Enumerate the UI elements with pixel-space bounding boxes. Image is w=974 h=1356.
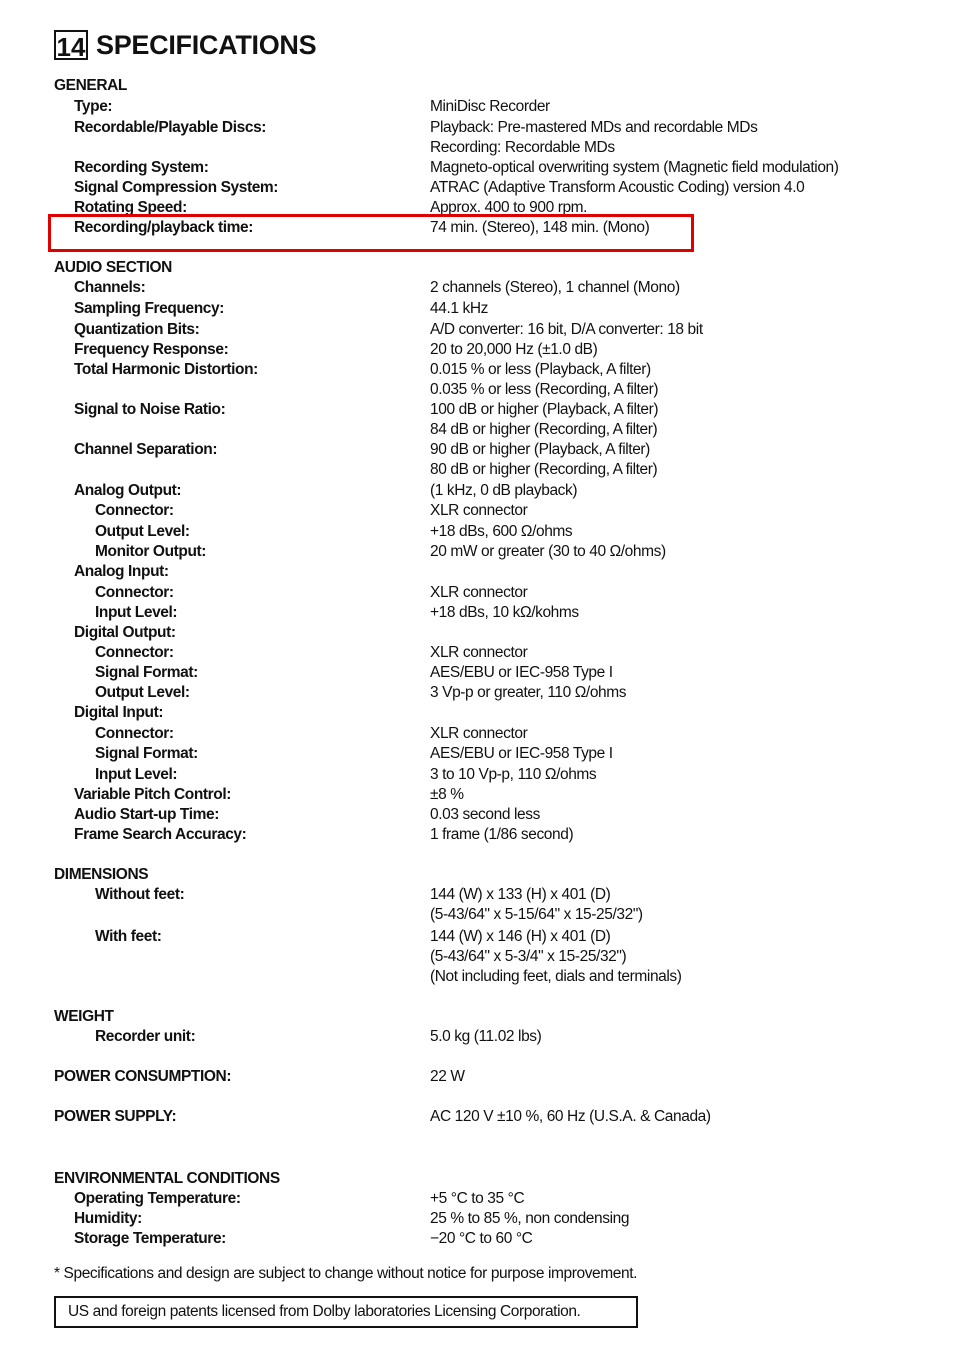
spec-value: Recording: Recordable MDs xyxy=(430,139,615,156)
spec-value: 25 % to 85 %, non condensing xyxy=(430,1210,630,1227)
section-heading: ENVIRONMENTAL CONDITIONS xyxy=(54,1170,280,1187)
spec-value: 1 frame (1/86 second) xyxy=(430,826,574,843)
spec-label: Input Level: xyxy=(95,604,178,621)
section-heading: DIMENSIONS xyxy=(54,866,149,883)
spec-label: Signal to Noise Ratio: xyxy=(74,401,226,418)
spec-value: AES/EBU or IEC-958 Type I xyxy=(430,664,613,681)
spec-value: 90 dB or higher (Playback, A filter) xyxy=(430,441,650,458)
footnote: * Specifications and design are subject to change without notice for purpose improvement. xyxy=(54,1265,638,1282)
spec-value: 22 W xyxy=(430,1068,465,1085)
spec-value: XLR connector xyxy=(430,644,528,661)
spec-value: A/D converter: 16 bit, D/A converter: 18 bit xyxy=(430,321,703,338)
spec-label: Operating Temperature: xyxy=(74,1190,241,1207)
spec-value: 74 min. (Stereo), 148 min. (Mono) xyxy=(430,219,650,236)
spec-value: 2 channels (Stereo), 1 channel (Mono) xyxy=(430,279,680,296)
page-header xyxy=(54,28,316,62)
spec-label: POWER SUPPLY: xyxy=(54,1108,177,1125)
spec-value: ATRAC (Adaptive Transform Acoustic Coding) version 4.0 xyxy=(430,179,805,196)
spec-value: −20 °C to 60 °C xyxy=(430,1230,533,1247)
spec-label: Without feet: xyxy=(95,886,185,903)
spec-value: 0.035 % or less (Recording, A filter) xyxy=(430,381,659,398)
spec-value: (1 kHz, 0 dB playback) xyxy=(430,482,578,499)
spec-value: 80 dB or higher (Recording, A filter) xyxy=(430,461,658,478)
spec-value: 0.015 % or less (Playback, A filter) xyxy=(430,361,651,378)
spec-label: Total Harmonic Distortion: xyxy=(74,361,258,378)
spec-label: Audio Start-up Time: xyxy=(74,806,219,823)
spec-label: Frame Search Accuracy: xyxy=(74,826,247,843)
spec-value: XLR connector xyxy=(430,502,528,519)
spec-value: 100 dB or higher (Playback, A filter) xyxy=(430,401,659,418)
spec-label: Channels: xyxy=(74,279,146,296)
spec-value: +18 dBs, 600 Ω/ohms xyxy=(430,523,573,540)
page-title: SPECIFICATIONS xyxy=(96,29,317,60)
section-heading: GENERAL xyxy=(54,77,127,94)
patent-notice: US and foreign patents licensed from Dolby laboratories Licensing Corporation. xyxy=(54,1296,638,1328)
spec-label: Rotating Speed: xyxy=(74,199,187,216)
spec-value: XLR connector xyxy=(430,725,528,742)
spec-value: MiniDisc Recorder xyxy=(430,98,550,115)
section-number: 14 xyxy=(54,30,88,60)
spec-label: With feet: xyxy=(95,928,162,945)
spec-value: 144 (W) x 146 (H) x 401 (D) xyxy=(430,928,611,945)
spec-label: Signal Format: xyxy=(95,745,198,762)
spec-label: Recorder unit: xyxy=(95,1028,196,1045)
spec-label: Output Level: xyxy=(95,684,190,701)
spec-value: Playback: Pre-mastered MDs and recordable MDs xyxy=(430,119,758,136)
spec-value: 20 to 20,000 Hz (±1.0 dB) xyxy=(430,341,598,358)
section-heading: WEIGHT xyxy=(54,1008,114,1025)
spec-value: ±8 % xyxy=(430,786,464,803)
spec-value: XLR connector xyxy=(430,584,528,601)
spec-label: Variable Pitch Control: xyxy=(74,786,232,803)
spec-label: Frequency Response: xyxy=(74,341,229,358)
spec-label: Signal Format: xyxy=(95,664,198,681)
spec-value: 84 dB or higher (Recording, A filter) xyxy=(430,421,658,438)
spec-value: 0.03 second less xyxy=(430,806,540,823)
spec-value: 44.1 kHz xyxy=(430,300,488,317)
spec-value: AC 120 V ±10 %, 60 Hz (U.S.A. & Canada) xyxy=(430,1108,711,1125)
spec-value: Approx. 400 to 900 rpm. xyxy=(430,199,588,216)
spec-value: 5.0 kg (11.02 lbs) xyxy=(430,1028,542,1045)
spec-label: Recording/playback time: xyxy=(74,219,254,236)
spec-value: AES/EBU or IEC-958 Type I xyxy=(430,745,613,762)
spec-label: Signal Compression System: xyxy=(74,179,279,196)
spec-label: Type: xyxy=(74,98,113,115)
spec-label: Digital Output: xyxy=(74,624,176,641)
spec-label: Storage Temperature: xyxy=(74,1230,226,1247)
spec-label: Quantization Bits: xyxy=(74,321,200,338)
spec-value: 144 (W) x 133 (H) x 401 (D) xyxy=(430,886,611,903)
spec-label: Connector: xyxy=(95,725,174,742)
spec-value: Magneto-optical overwriting system (Magnetic field modulation) xyxy=(430,159,839,176)
spec-label: POWER CONSUMPTION: xyxy=(54,1068,232,1085)
highlight-box xyxy=(48,214,694,252)
spec-label: Input Level: xyxy=(95,766,178,783)
section-heading: AUDIO SECTION xyxy=(54,259,172,276)
spec-label: Monitor Output: xyxy=(95,543,207,560)
spec-value: 3 to 10 Vp-p, 110 Ω/ohms xyxy=(430,766,597,783)
spec-value: (5-43/64" x 5-3/4" x 15-25/32") xyxy=(430,948,627,965)
spec-label: Channel Separation: xyxy=(74,441,218,458)
spec-value: 3 Vp-p or greater, 110 Ω/ohms xyxy=(430,684,627,701)
spec-label: Connector: xyxy=(95,584,174,601)
spec-value: (5-43/64" x 5-15/64" x 15-25/32") xyxy=(430,906,643,923)
spec-label: Analog Input: xyxy=(74,563,169,580)
spec-label: Sampling Frequency: xyxy=(74,300,225,317)
spec-label: Output Level: xyxy=(95,523,190,540)
spec-label: Connector: xyxy=(95,502,174,519)
spec-value: 20 mW or greater (30 to 40 Ω/ohms) xyxy=(430,543,666,560)
spec-label: Connector: xyxy=(95,644,174,661)
spec-label: Analog Output: xyxy=(74,482,182,499)
spec-value: +18 dBs, 10 kΩ/kohms xyxy=(430,604,579,621)
spec-label: Recording System: xyxy=(74,159,209,176)
spec-label: Recordable/Playable Discs: xyxy=(74,119,267,136)
spec-value: (Not including feet, dials and terminals) xyxy=(430,968,682,985)
spec-label: Digital Input: xyxy=(74,704,164,721)
spec-value: +5 °C to 35 °C xyxy=(430,1190,525,1207)
spec-label: Humidity: xyxy=(74,1210,142,1227)
